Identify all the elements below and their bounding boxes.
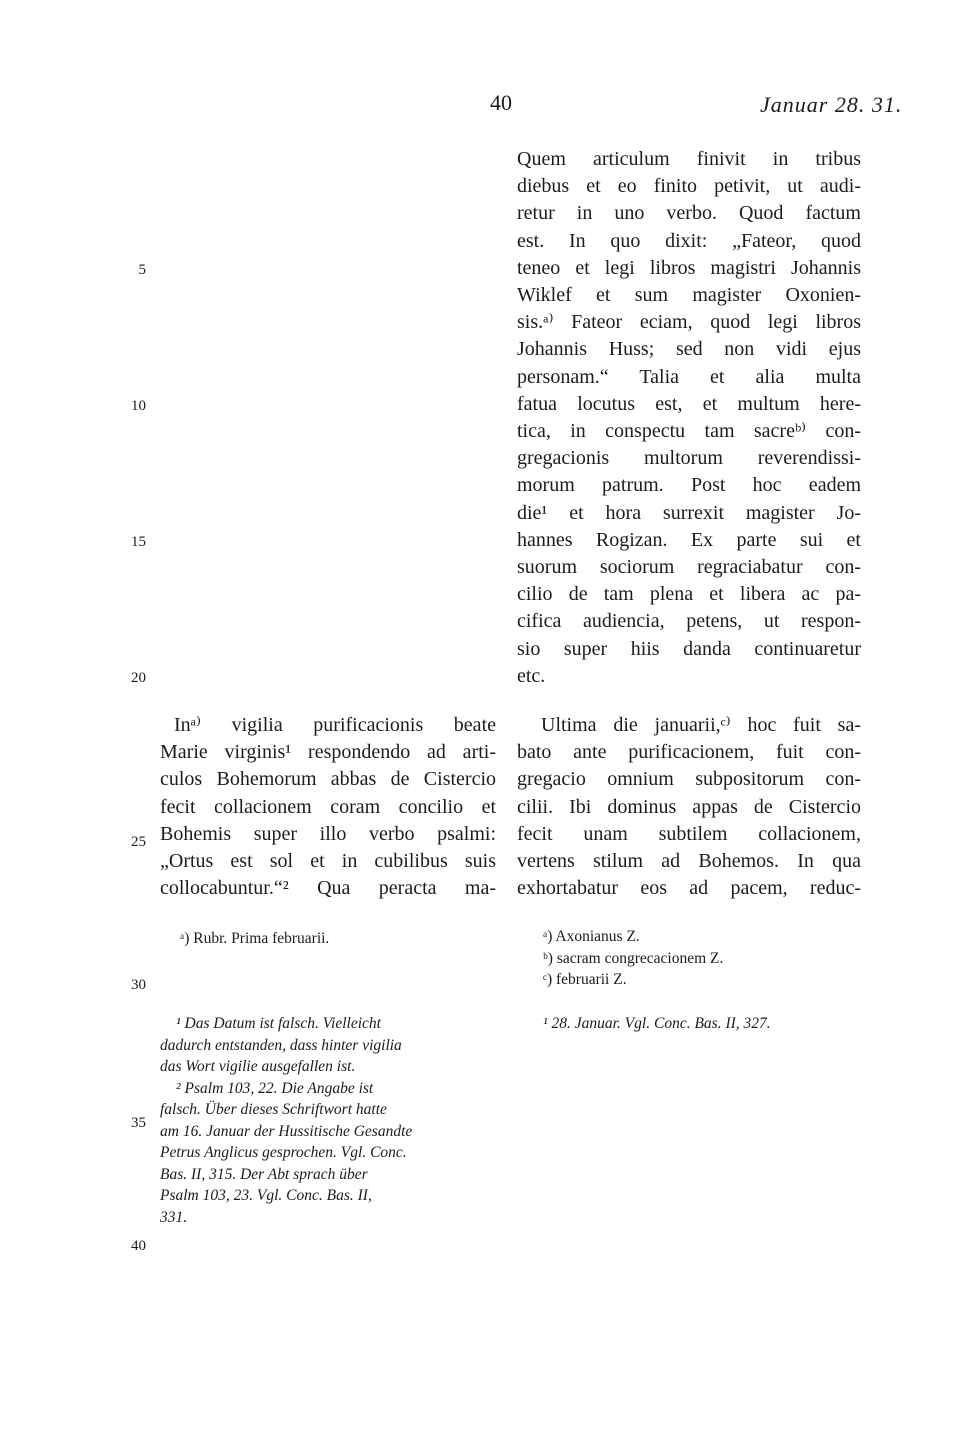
footnote-line: ² Psalm 103, 22. Die Angabe ist <box>176 1079 374 1097</box>
text-line: sis.ᵃ⁾ Fateor eciam, quod legi libros <box>517 311 861 334</box>
text-line: „Ortus est sol et in cubilibus suis <box>160 850 496 873</box>
text-line: collocabuntur.“² Qua peracta ma- <box>160 877 496 900</box>
footnote-line: Psalm 103, 23. Vgl. Conc. Bas. II, <box>160 1187 372 1204</box>
text-line: fecit unam subtilem collacionem, <box>517 822 861 845</box>
footnote-line: falsch. Über dieses Schriftwort hatte <box>160 1101 387 1118</box>
footnote-line: ¹ 28. Januar. Vgl. Conc. Bas. II, 327. <box>543 1015 771 1032</box>
text-line: teneo et legi libros magistri Johannis <box>517 256 861 279</box>
line-number: 15 <box>131 534 146 550</box>
text-line: cilii. Ibi dominus appas de Cistercio <box>517 795 861 818</box>
text-line: diebus et eo finito petivit, ut audi- <box>517 175 861 198</box>
text-line: fecit collacionem coram concilio et <box>160 795 496 818</box>
line-number: 30 <box>131 977 146 993</box>
text-line: vertens stilum ad Bohemos. In qua <box>517 850 861 873</box>
running-head: Januar 28. 31. <box>760 92 903 117</box>
text-line: retur in uno verbo. Quod factum <box>517 202 861 225</box>
footnote-line: Petrus Anglicus gesprochen. Vgl. Conc. <box>160 1144 407 1161</box>
footnote-line: das Wort vigilie ausgefallen ist. <box>160 1058 356 1075</box>
text-line: est. In quo dixit: „Fateor, quod <box>517 229 861 252</box>
text-line: culos Bohemorum abbas de Cistercio <box>160 768 496 791</box>
text-line: gregacio omnium subpositorum con- <box>517 768 861 791</box>
text-line: tica, in conspectu tam sacreᵇ⁾ con- <box>517 420 861 443</box>
footnote-line: dadurch entstanden, dass hinter vigilia <box>160 1036 402 1054</box>
text-line: Wiklef et sum magister Oxonien- <box>517 284 861 307</box>
text-line: hannes Rogizan. Ex parte sui et <box>517 528 861 551</box>
text-line: Marie virginis¹ respondendo ad arti- <box>160 741 496 764</box>
line-number: 25 <box>131 834 146 850</box>
text-line: exhortabatur eos ad pacem, reduc- <box>517 877 861 900</box>
text-line: Inᵃ⁾ vigilia purificacionis beate <box>174 714 496 736</box>
apparatus-line: ᵇ) sacram congrecacionem Z. <box>543 949 724 967</box>
text-line: Johannis Huss; sed non vidi ejus <box>517 338 861 361</box>
left-footnotes <box>160 1013 500 1228</box>
right-column-top-text <box>517 146 861 690</box>
line-number: 5 <box>138 262 146 278</box>
text-line: cilio de tam plena et libera ac pa- <box>517 583 861 606</box>
apparatus-line: ᶜ) februarii Z. <box>543 971 627 988</box>
text-line: suorum sociorum regraciabatur con- <box>517 556 861 579</box>
text-line: cifica audiencia, petens, ut respon- <box>517 610 861 633</box>
left-column-text <box>160 712 496 902</box>
apparatus-line: ᵃ) Axonianus Z. <box>543 928 640 945</box>
left-apparatus-note <box>180 928 329 950</box>
text-line: bato ante purificacionem, fuit con- <box>517 741 861 764</box>
text-line: etc. <box>517 664 546 687</box>
line-number: 10 <box>131 398 146 414</box>
footnote-line: 331. <box>160 1208 188 1226</box>
text-line: morum patrum. Post hoc eadem <box>517 474 861 497</box>
right-column-bottom-text <box>517 712 861 902</box>
footnote-line: Bas. II, 315. Der Abt sprach über <box>160 1165 368 1183</box>
text-line: die¹ et hora surrexit magister Jo- <box>517 501 861 524</box>
text-line: sio super hiis danda continuaretur <box>517 637 861 660</box>
line-number: 35 <box>131 1115 146 1131</box>
text-line: Bohemis super illo verbo psalmi: <box>160 822 496 845</box>
footnote-line: ¹ Das Datum ist falsch. Vielleicht <box>176 1015 381 1032</box>
text-line: fatua locutus est, et multum here- <box>517 392 861 415</box>
right-footnotes <box>543 1013 771 1035</box>
line-number: 20 <box>131 670 146 686</box>
text-line: Ultima die januarii,ᶜ⁾ hoc fuit sa- <box>541 714 861 736</box>
line-number: 40 <box>131 1238 146 1254</box>
apparatus-line: ᵃ) Rubr. Prima februarii. <box>180 930 330 947</box>
right-apparatus-notes <box>543 926 723 991</box>
text-line: personam.“ Talia et alia multa <box>517 365 861 388</box>
footnote-line: am 16. Januar der Hussitische Gesandte <box>160 1122 413 1140</box>
text-line: gregacionis multorum reverendissi- <box>517 447 861 470</box>
text-line: Quem articulum finivit in tribus <box>517 148 861 170</box>
page-number: 40 <box>490 90 512 115</box>
